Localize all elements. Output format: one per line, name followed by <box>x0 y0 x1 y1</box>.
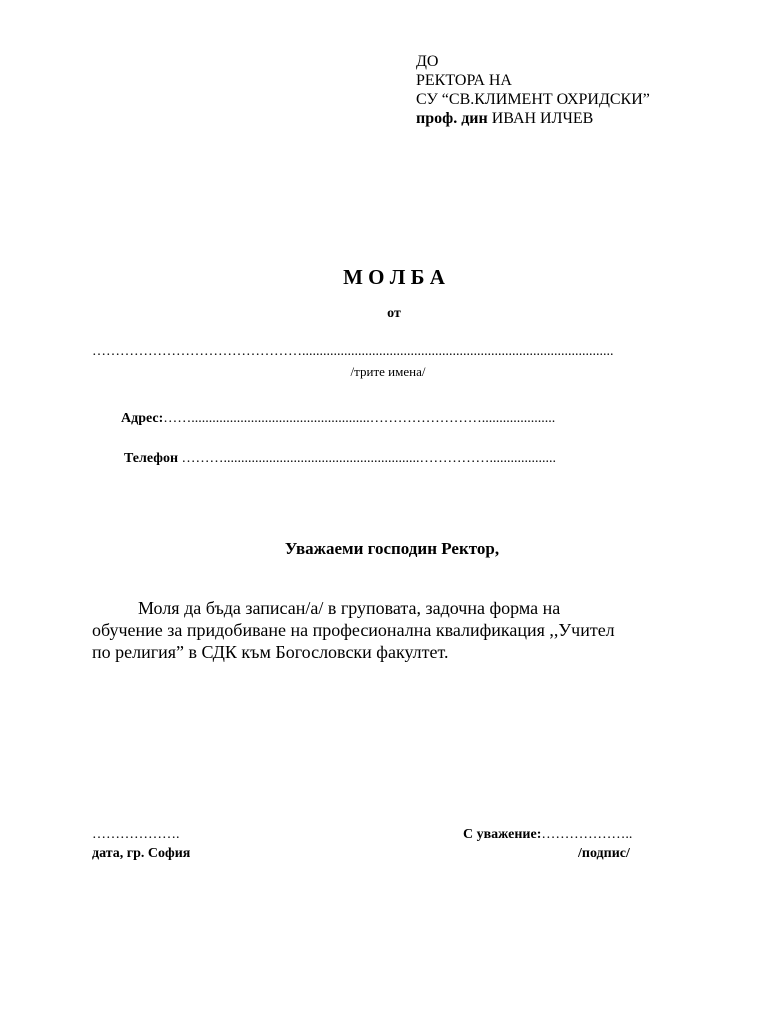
signature-label: /подпис/ <box>578 846 630 861</box>
greeting: Уважаеми господин Ректор, <box>284 539 500 558</box>
address-field <box>121 411 555 427</box>
date-fill-line: ………………. <box>92 827 180 842</box>
addressee-name: ИВАН ИЛЧЕВ <box>487 110 594 127</box>
regards-field <box>463 827 632 843</box>
body-line-3: по религия” в СДК към Богословски факултет. <box>92 642 449 662</box>
from-label: от <box>387 306 401 321</box>
document-title: М О Л Б А <box>343 265 445 289</box>
addressee-block <box>416 52 650 128</box>
body-line-2: обучение за придобиване на професионална квалификация ,,Учител <box>92 620 615 640</box>
addressee-person <box>416 109 650 128</box>
request-body <box>92 597 712 663</box>
body-line-1: Моля да бъда записан/а/ в груповата, задочна форма на <box>138 598 561 618</box>
addressee-title: проф. дин <box>416 110 488 127</box>
address-label: Адрес: <box>121 411 164 426</box>
addressee-university: СУ “СВ.КЛИМЕНТ ОХРИДСКИ” <box>416 91 650 108</box>
phone-label: Телефон <box>124 451 179 466</box>
names-caption: /трите имена/ <box>350 364 426 379</box>
names-fill-line: ………………………………………......................................................................................... <box>92 344 614 359</box>
addressee-to: ДО <box>416 53 439 70</box>
addressee-rector: РЕКТОРА НА <box>416 72 512 89</box>
phone-fill-line: ………........................................................……………................... <box>178 451 557 466</box>
signature-fill-line: ……………….. <box>541 827 633 842</box>
regards-label: С уважение: <box>463 827 542 842</box>
date-label: дата, гр. София <box>92 846 191 861</box>
phone-field <box>124 451 556 467</box>
address-fill-line: ……...................................................……………………..................... <box>163 411 556 426</box>
